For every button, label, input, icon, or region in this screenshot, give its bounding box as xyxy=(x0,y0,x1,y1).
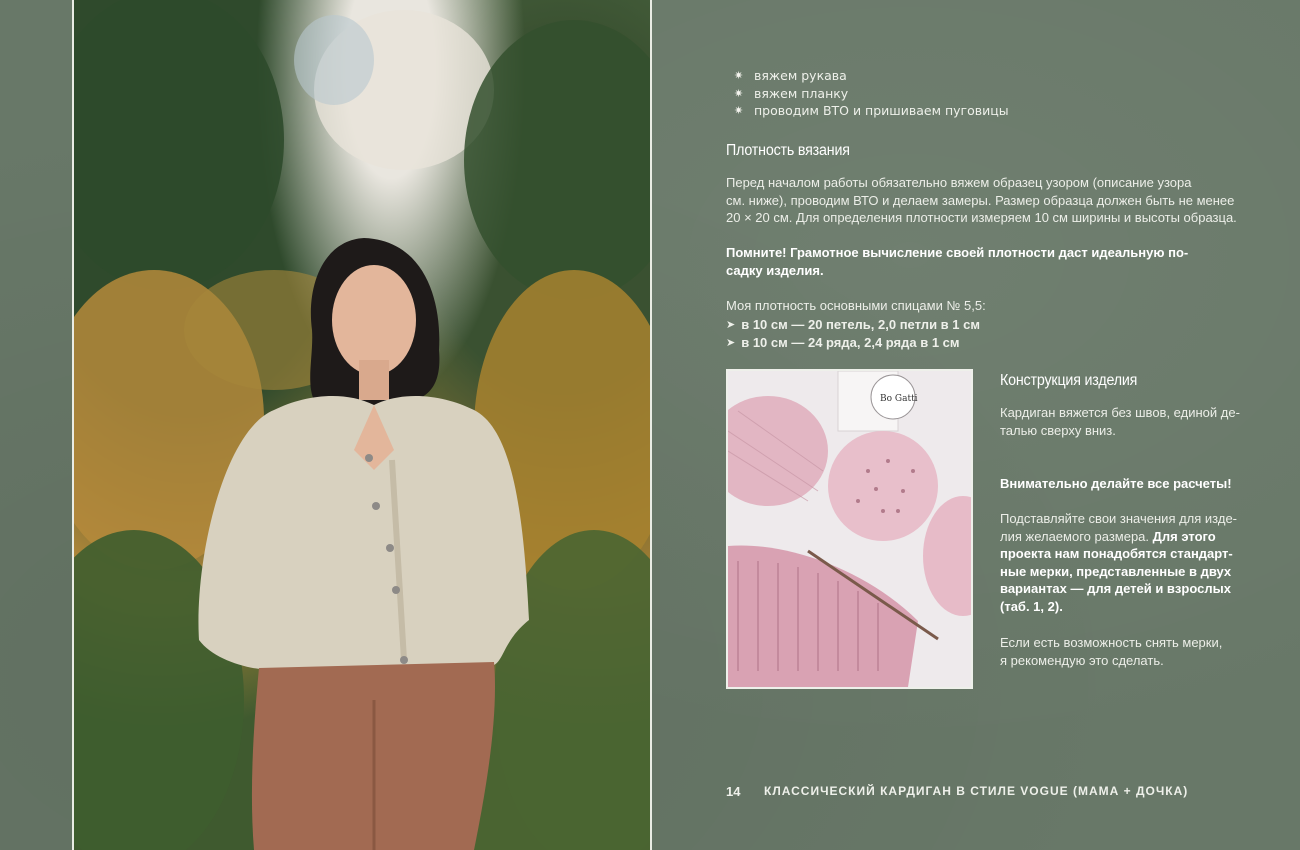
my-density-label: Моя плотность основными спицами № 5,5: xyxy=(726,298,986,313)
arrowhead-icon: ➤ xyxy=(726,319,736,331)
model-photo xyxy=(72,0,652,850)
model-illustration xyxy=(74,0,650,850)
text-line: (таб. 1, 2). xyxy=(1000,598,1063,614)
text-line: вариантах — для детей и взрослых xyxy=(1000,581,1231,596)
text-line: ные мерки, представленные в двух xyxy=(1000,563,1232,579)
steps-list xyxy=(734,67,1009,120)
yarn-photo xyxy=(726,369,973,689)
yarn-illustration xyxy=(728,371,971,687)
list-item xyxy=(726,334,980,352)
text-line: Кардиган вяжется без швов, единой де- xyxy=(1000,405,1240,420)
attention-note: Внимательно делайте все расчеты! xyxy=(1000,476,1232,491)
bold-segment: Для этого xyxy=(1152,528,1216,544)
text-line: садку изделия. xyxy=(726,262,824,278)
list-item xyxy=(734,102,1009,120)
text-line: Помните! Грамотное вычисление своей плотности даст идеальную по- xyxy=(726,245,1189,260)
asterisk-icon: ✷ xyxy=(734,86,744,100)
construction-measurements xyxy=(1000,510,1265,615)
text-line: я рекомендую это сделать. xyxy=(1000,652,1164,668)
asterisk-icon: ✷ xyxy=(734,69,744,82)
construction-intro xyxy=(1000,404,1265,439)
density-intro xyxy=(726,174,1266,227)
list-item-text: вяжем рукава xyxy=(754,68,847,83)
text-line: Перед началом работы обязательно вяжем образец узором (описание узора xyxy=(726,175,1192,190)
page-number: 14 xyxy=(726,784,741,799)
list-item-text: в 10 см — 20 петель, 2,0 петли в 1 см xyxy=(741,317,980,332)
text-line: см. ниже), проводим ВТО и делаем замеры. Размер образца должен быть не менее xyxy=(726,192,1235,208)
text-segment: лия желаемого размера. xyxy=(1000,528,1150,544)
list-item-text: вяжем планку xyxy=(754,85,849,101)
asterisk-icon: ✷ xyxy=(734,104,744,117)
text-line: талью сверху вниз. xyxy=(1000,422,1116,438)
text-line: Подставляйте свои значения для изде- xyxy=(1000,511,1238,526)
construction-heading: Конструкция изделия xyxy=(1000,372,1138,389)
remember-note xyxy=(726,244,1266,279)
brand-label: Bo Gatti xyxy=(880,394,918,404)
list-item xyxy=(726,316,980,334)
list-item xyxy=(734,85,1009,103)
arrowhead-icon: ➤ xyxy=(726,337,736,349)
list-item-text: проводим ВТО и пришиваем пуговицы xyxy=(754,103,1009,118)
text-line: проекта нам понадобятся стандарт- xyxy=(1000,546,1233,561)
list-item-text: в 10 см — 24 ряда, 2,4 ряда в 1 см xyxy=(741,335,960,350)
text-line xyxy=(1000,528,1265,546)
text-line: 20 × 20 см. Для определения плотности измеряем 10 см ширины и высоты образца. xyxy=(726,210,1237,225)
density-heading: Плотность вязания xyxy=(726,142,850,159)
list-item xyxy=(734,67,1009,85)
text-line: Если есть возможность снять мерки, xyxy=(1000,635,1223,650)
running-title: КЛАССИЧЕСКИЙ КАРДИГАН В СТИЛЕ VOGUE (МАМА + ДОЧКА) xyxy=(764,784,1189,798)
recommendation xyxy=(1000,634,1265,669)
density-values-list xyxy=(726,316,980,352)
